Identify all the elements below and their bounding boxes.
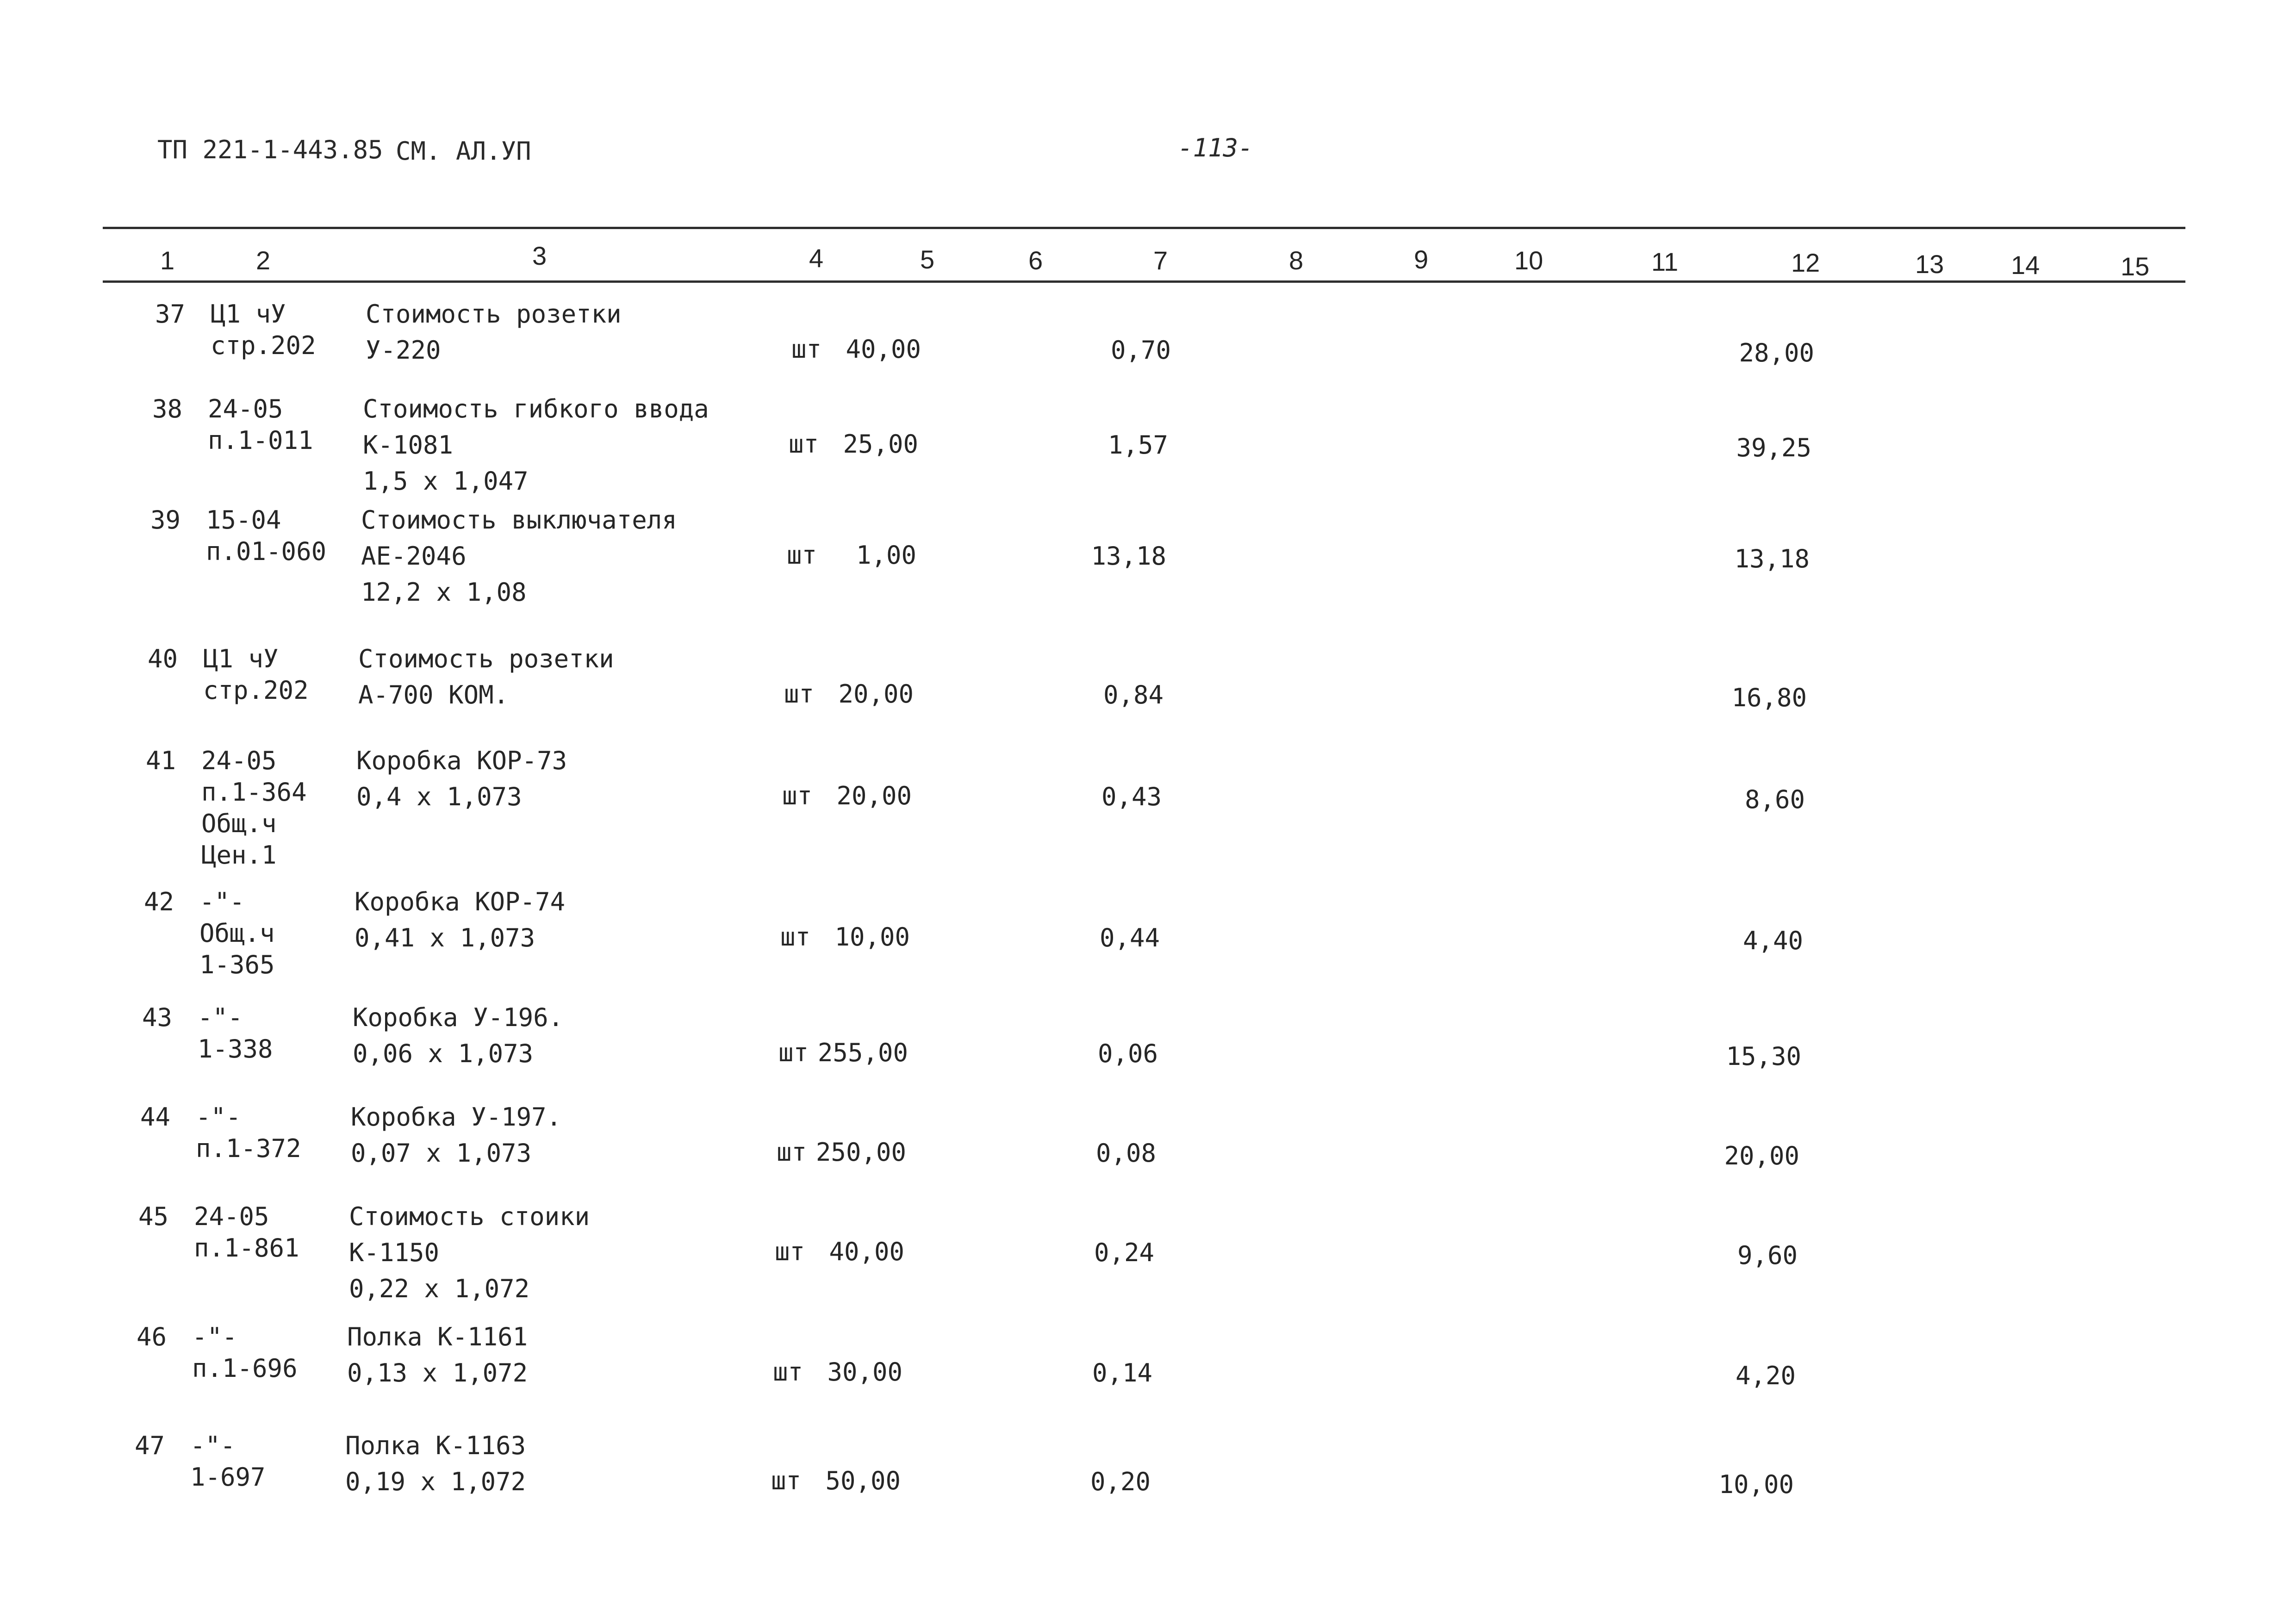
reference-note: СМ. АЛ.УП xyxy=(396,137,531,166)
item-description: К-1150 xyxy=(349,1238,440,1267)
price-reference: -"- xyxy=(196,1102,241,1132)
item-number: 44 xyxy=(140,1102,170,1132)
unit-of-measure: шт xyxy=(789,429,819,459)
column-number: 13 xyxy=(1915,249,1944,279)
item-description: Полка К-1161 xyxy=(347,1322,528,1351)
document-code: ТП 221-1-443.85 xyxy=(157,135,383,164)
item-description: Стоимость стоики xyxy=(349,1202,590,1231)
column-number: 12 xyxy=(1791,248,1820,277)
quantity: 255,00 xyxy=(817,1038,908,1067)
price-reference: -"- xyxy=(192,1322,237,1351)
total-cost: 15,30 xyxy=(1726,1042,1801,1071)
unit-of-measure: шт xyxy=(775,1237,805,1266)
column-number: 7 xyxy=(1153,246,1168,275)
column-number: 1 xyxy=(160,246,175,275)
quantity: 30,00 xyxy=(827,1357,902,1387)
item-number: 40 xyxy=(147,644,178,673)
unit-of-measure: шт xyxy=(778,1038,809,1067)
price-reference: Цен.1 xyxy=(201,840,277,870)
item-description: Стоимость выключателя xyxy=(361,505,677,535)
price-reference: п.1-011 xyxy=(208,426,313,455)
column-number: 5 xyxy=(920,245,935,274)
unit-price: 0,44 xyxy=(1099,923,1160,952)
price-reference: Общ.ч xyxy=(199,919,275,948)
unit-of-measure: шт xyxy=(787,541,817,570)
price-reference: -"- xyxy=(199,887,245,916)
column-number: 6 xyxy=(1028,246,1043,275)
table-header-rule xyxy=(103,280,2185,283)
item-description: 0,06 x 1,073 xyxy=(353,1039,534,1068)
item-description: Стоимость розетки xyxy=(358,644,614,673)
item-description: Коробка У-197. xyxy=(351,1102,562,1132)
unit-of-measure: шт xyxy=(771,1466,802,1495)
quantity: 1,00 xyxy=(856,541,916,570)
item-description: 1,5 x 1,047 xyxy=(363,467,529,496)
column-number: 2 xyxy=(256,246,271,275)
price-reference: Общ.ч xyxy=(201,809,277,838)
column-number: 8 xyxy=(1289,246,1304,275)
price-reference: п.1-372 xyxy=(196,1134,301,1163)
price-reference: 15-04 xyxy=(206,505,281,535)
total-cost: 16,80 xyxy=(1731,683,1807,712)
unit-price: 0,70 xyxy=(1110,336,1171,365)
unit-of-measure: шт xyxy=(782,781,813,810)
column-number: 4 xyxy=(809,243,824,273)
item-number: 41 xyxy=(145,746,176,775)
total-cost: 28,00 xyxy=(1739,338,1814,367)
item-description: Полка К-1163 xyxy=(345,1431,526,1460)
price-reference: 24-05 xyxy=(194,1202,269,1231)
item-number: 39 xyxy=(150,505,180,535)
item-description: АЕ-2046 xyxy=(361,541,467,571)
item-description: Коробка КОР-73 xyxy=(356,746,567,775)
total-cost: 4,20 xyxy=(1735,1361,1796,1390)
unit-of-measure: шт xyxy=(784,679,815,709)
unit-price: 1,57 xyxy=(1108,430,1168,460)
column-number: 3 xyxy=(532,241,547,270)
unit-price: 13,18 xyxy=(1091,541,1166,571)
quantity: 20,00 xyxy=(836,781,912,810)
price-reference: п.1-861 xyxy=(194,1233,299,1263)
unit-of-measure: шт xyxy=(777,1138,807,1167)
price-reference: 24-05 xyxy=(208,394,283,423)
total-cost: 10,00 xyxy=(1718,1470,1794,1499)
item-number: 46 xyxy=(136,1322,167,1351)
item-number: 42 xyxy=(143,887,174,916)
price-reference: 1-697 xyxy=(190,1462,266,1492)
price-reference: п.1-364 xyxy=(201,778,307,807)
price-reference: стр.202 xyxy=(211,331,316,360)
item-number: 43 xyxy=(142,1003,172,1032)
item-number: 45 xyxy=(138,1202,168,1231)
item-description: 0,13 x 1,072 xyxy=(347,1358,528,1388)
unit-of-measure: шт xyxy=(791,335,822,364)
unit-price: 0,06 xyxy=(1097,1039,1158,1068)
quantity: 250,00 xyxy=(815,1138,906,1167)
price-reference: стр.202 xyxy=(203,676,309,705)
quantity: 40,00 xyxy=(846,335,921,364)
unit-price: 0,20 xyxy=(1090,1467,1151,1496)
item-description: 0,07 x 1,073 xyxy=(351,1139,532,1168)
price-reference: 24-05 xyxy=(201,746,277,775)
item-description: Стоимость розетки xyxy=(366,299,622,329)
unit-price: 0,24 xyxy=(1094,1238,1154,1267)
page-number: -113- xyxy=(1178,133,1253,162)
item-number: 47 xyxy=(134,1431,165,1460)
quantity: 20,00 xyxy=(838,679,914,709)
price-reference: Ц1 чУ xyxy=(203,644,279,673)
item-description: Коробка У-196. xyxy=(353,1003,564,1032)
item-description: 12,2 x 1,08 xyxy=(361,578,527,607)
unit-price: 0,08 xyxy=(1095,1139,1156,1168)
price-reference: 1-365 xyxy=(199,950,275,979)
item-description: 0,19 x 1,072 xyxy=(345,1467,526,1496)
total-cost: 9,60 xyxy=(1737,1241,1798,1270)
item-number: 38 xyxy=(152,394,182,423)
price-reference: п.01-060 xyxy=(206,537,327,566)
price-reference: Ц1 чУ xyxy=(211,299,286,329)
quantity: 25,00 xyxy=(843,429,918,459)
item-description: К-1081 xyxy=(363,430,454,460)
item-description: У-220 xyxy=(366,336,441,365)
unit-price: 0,43 xyxy=(1101,782,1162,811)
price-reference: 1-338 xyxy=(198,1034,273,1064)
table-top-rule xyxy=(103,227,2185,229)
unit-price: 0,84 xyxy=(1103,680,1164,709)
column-number: 10 xyxy=(1514,246,1543,275)
price-reference: п.1-696 xyxy=(192,1354,298,1383)
column-number: 15 xyxy=(2121,252,2150,281)
quantity: 40,00 xyxy=(829,1237,904,1266)
item-number: 37 xyxy=(155,299,185,329)
quantity: 50,00 xyxy=(825,1466,901,1495)
total-cost: 8,60 xyxy=(1744,785,1805,814)
item-description: 0,22 x 1,072 xyxy=(349,1274,530,1303)
column-number: 14 xyxy=(2011,250,2040,280)
column-number: 11 xyxy=(1651,247,1679,276)
unit-of-measure: шт xyxy=(773,1357,803,1387)
item-description: 0,4 x 1,073 xyxy=(356,782,522,811)
price-reference: -"- xyxy=(198,1003,243,1032)
item-description: Стоимость гибкого ввода xyxy=(363,394,709,423)
total-cost: 13,18 xyxy=(1734,544,1810,573)
item-description: 0,41 x 1,073 xyxy=(355,923,535,952)
price-reference: -"- xyxy=(190,1431,236,1460)
quantity: 10,00 xyxy=(834,922,910,952)
unit-of-measure: шт xyxy=(780,922,811,952)
column-number: 9 xyxy=(1414,245,1429,274)
total-cost: 20,00 xyxy=(1724,1141,1799,1170)
total-cost: 39,25 xyxy=(1736,433,1811,462)
item-description: Коробка КОР-74 xyxy=(355,887,566,916)
item-description: А-700 КОМ. xyxy=(358,680,509,709)
unit-price: 0,14 xyxy=(1092,1358,1152,1388)
total-cost: 4,40 xyxy=(1742,926,1803,955)
